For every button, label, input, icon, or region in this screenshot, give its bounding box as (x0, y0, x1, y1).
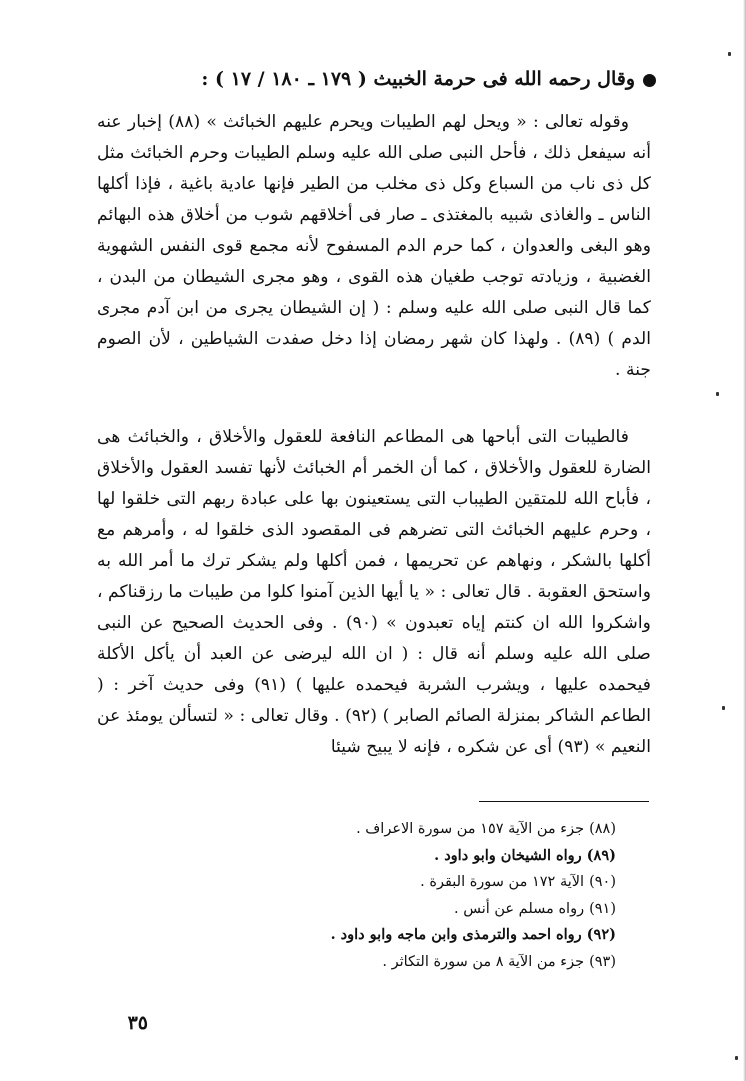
footnote-text: رواه الشيخان وابو داود . (434, 846, 582, 864)
footnote-item (140, 816, 616, 843)
bullet-icon (643, 74, 656, 87)
footnote-number: (٨٩) (586, 846, 616, 864)
footnote-number: (٩١) (589, 900, 616, 917)
scan-speck (728, 52, 731, 56)
paragraph-1-text: وقوله تعالى : « ويحل لهم الطيبات ويحرم عليهم الخبائث » (٨٨) إخبار عنه أنه سيفعل ذلك ، فأحل النبى صلى الله عليه وسلم الطيبات وحرم الخبائث مثل كل ذى ناب من السباع وكل ذى مخلب من الطير فإنها عادية باغية ، فإذا أكلها الناس ـ والغاذى شبيه بالمغتذى ـ صار فى أخلاقهم شوب من أخلاق هذه البهائم وهو البغى والعدوان ، كما حرم الدم المسفوح لأنه مجمع قوى النفس الشهوية الغضبية ، وزيادته توجب طغيان هذه القوى ، وهو مجرى الشيطان من البدن ، كما قال النبى صلى الله عليه وسلم : ( إن الشيطان يجرى من ابن آدم مجرى الدم ) (٨٩) . ولهذا كان شهر رمضان إذا دخل صفدت الشياطين ، لأن الصوم جنة . (97, 112, 651, 380)
footnote-text: رواه مسلم عن أنس . (454, 900, 585, 917)
section-heading (90, 62, 656, 96)
scan-speck (722, 706, 725, 710)
scan-speck (716, 392, 719, 396)
footnote-number: (٩٣) (589, 953, 616, 970)
paragraph-2 (97, 422, 651, 763)
footnote-text: جزء من الآية ٨ من سورة التكاثر . (382, 953, 585, 970)
paragraph-1 (97, 107, 651, 386)
footnote-text: جزء من الآية ١٥٧ من سورة الاعراف . (356, 821, 585, 837)
footnote-number: (٩٠) (589, 874, 616, 890)
scan-speck (735, 1056, 738, 1060)
footnotes-list (140, 816, 616, 975)
section-heading-text: وقال رحمه الله فى حرمة الخبيث ( ١٧٩ ـ ١٨٠ / ١٧ ) : (201, 68, 635, 90)
footnote-item (140, 896, 616, 923)
footnote-item (140, 843, 616, 870)
footnote-number: (٨٨) (589, 821, 616, 837)
footnote-item (140, 922, 616, 949)
footnote-number: (٩٢) (586, 926, 616, 943)
paragraph-2-text: فالطيبات التى أباحها هى المطاعم النافعة للعقول والأخلاق ، والخبائث هى الضارة للعقول والأخلاق ، كما أن الخمر أم الخبائث لأنها تفسد العقول والأخلاق ، فأباح الله للمتقين الطيباب التى يستعينون بها على عبادة ربهم التى خلقوا لها ، وحرم عليهم الخبائث التى تضرهم فى المقصود الذى خلقوا له ، وأمرهم مع أكلها بالشكر ، ونهاهم عن تحريمها ، فمن أكلها ولم يشكر ترك ما أمر الله به واستحق العقوبة . قال تعالى : « يا أيها الذين آمنوا كلوا من طيبات ما رزقناكم ، واشكروا الله ان كنتم إياه تعبدون » (٩٠) . وفى الحديث الصحيح عن النبى صلى الله عليه وسلم أنه قال : ( ان الله ليرضى عن العبد أن يأكل الأكلة فيحمده عليها ، ويشرب الشربة فيحمده عليها ) (٩١) وفى حديث آخر : ( الطاعم الشاكر بمنزلة الصائم الصابر ) (٩٢) . وقال تعالى : « لتسألن يومئذ عن النعيم » (٩٣) أى عن شكره ، فإنه لا يبيح شيئا (97, 427, 652, 757)
footnote-item (140, 869, 616, 896)
page-number: ٣٥ (127, 1012, 148, 1034)
footnote-item (140, 949, 616, 976)
footnote-separator (479, 801, 649, 802)
footnote-text: رواه احمد والترمذى وابن ماجه وابو داود . (330, 926, 582, 943)
footnote-text: الآية ١٧٢ من سورة البقرة . (420, 874, 585, 890)
